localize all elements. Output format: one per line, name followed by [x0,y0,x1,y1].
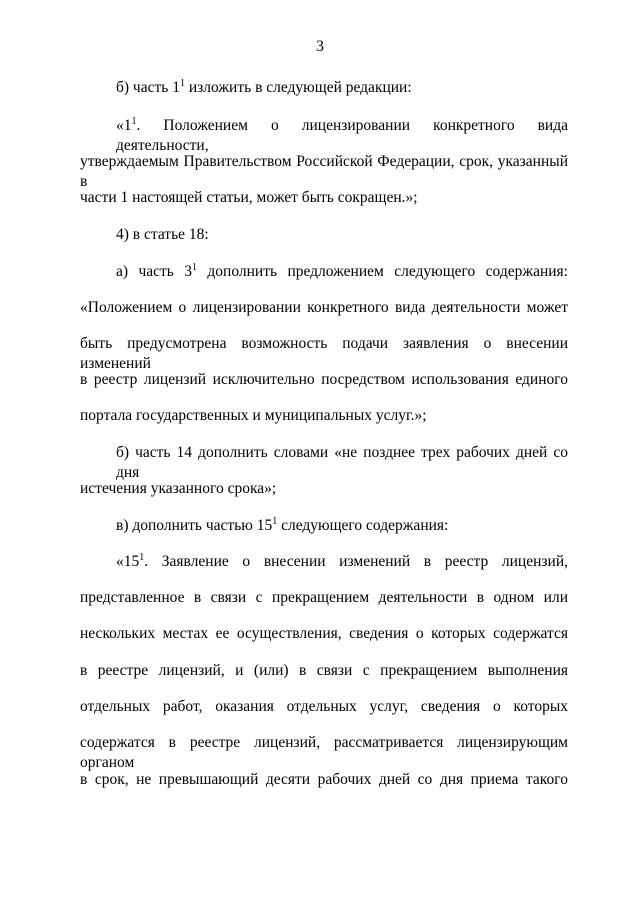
text-line: в) дополнить частью $15^1$ следующего содержания: [116,516,449,534]
superscript: 1 [192,262,197,273]
text-line: а) часть $3^1$ дополнить предложением следующего содержания: [116,262,568,280]
text-line: отдельных работ, оказания отдельных услуг, сведения о которых [80,698,568,715]
text-line: в срок, не превышающий десяти рабочих дней со дня приема такого [80,771,568,788]
text-line: представленное в связи с прекращением деятельности в одном или [80,589,568,606]
text-line: истечения указанного срока»; [80,480,277,497]
text-line: 4) в статье 18: [116,226,209,243]
text-line: «Положением о лицензировании конкретного вида деятельности может [80,299,568,316]
text-line: «$1^1$. Положением о лицензировании конкретного вида деятельности, [116,116,568,154]
superscript: 1 [139,552,145,563]
page-number: 3 [316,38,324,55]
text-line: содержатся в реестре лицензий, рассматривается лицензирующим органом [80,734,568,771]
text-line: быть предусмотрена возможность подачи заявления о внесении изменений [80,335,568,372]
text-line: б) часть 14 дополнить словами «не позднее трех рабочих дней со дня [116,444,568,481]
text-line: портала государственных и муниципальных услуг.»; [80,407,427,424]
superscript: 1 [272,516,278,527]
text-line: нескольких местах ее осуществления, сведения о которых содержатся [80,625,568,642]
superscript: 1 [179,78,185,89]
text-line: «$15^1$. Заявление о внесении изменений в реестр лицензий, [116,552,568,570]
text-line: утверждаемым Правительством Российской Федерации, срок, указанный в [80,153,568,190]
text-line: в реестре лицензий, и (или) в связи с прекращением выполнения [80,662,568,679]
text-line: в реестр лицензий исключительно посредством использования единого [80,371,568,388]
text-line: части 1 настоящей статьи, может быть сокращен.»; [80,189,418,206]
text-line: б) часть $1^1$ изложить в следующей редакции: [116,78,412,96]
superscript: 1 [131,116,137,127]
